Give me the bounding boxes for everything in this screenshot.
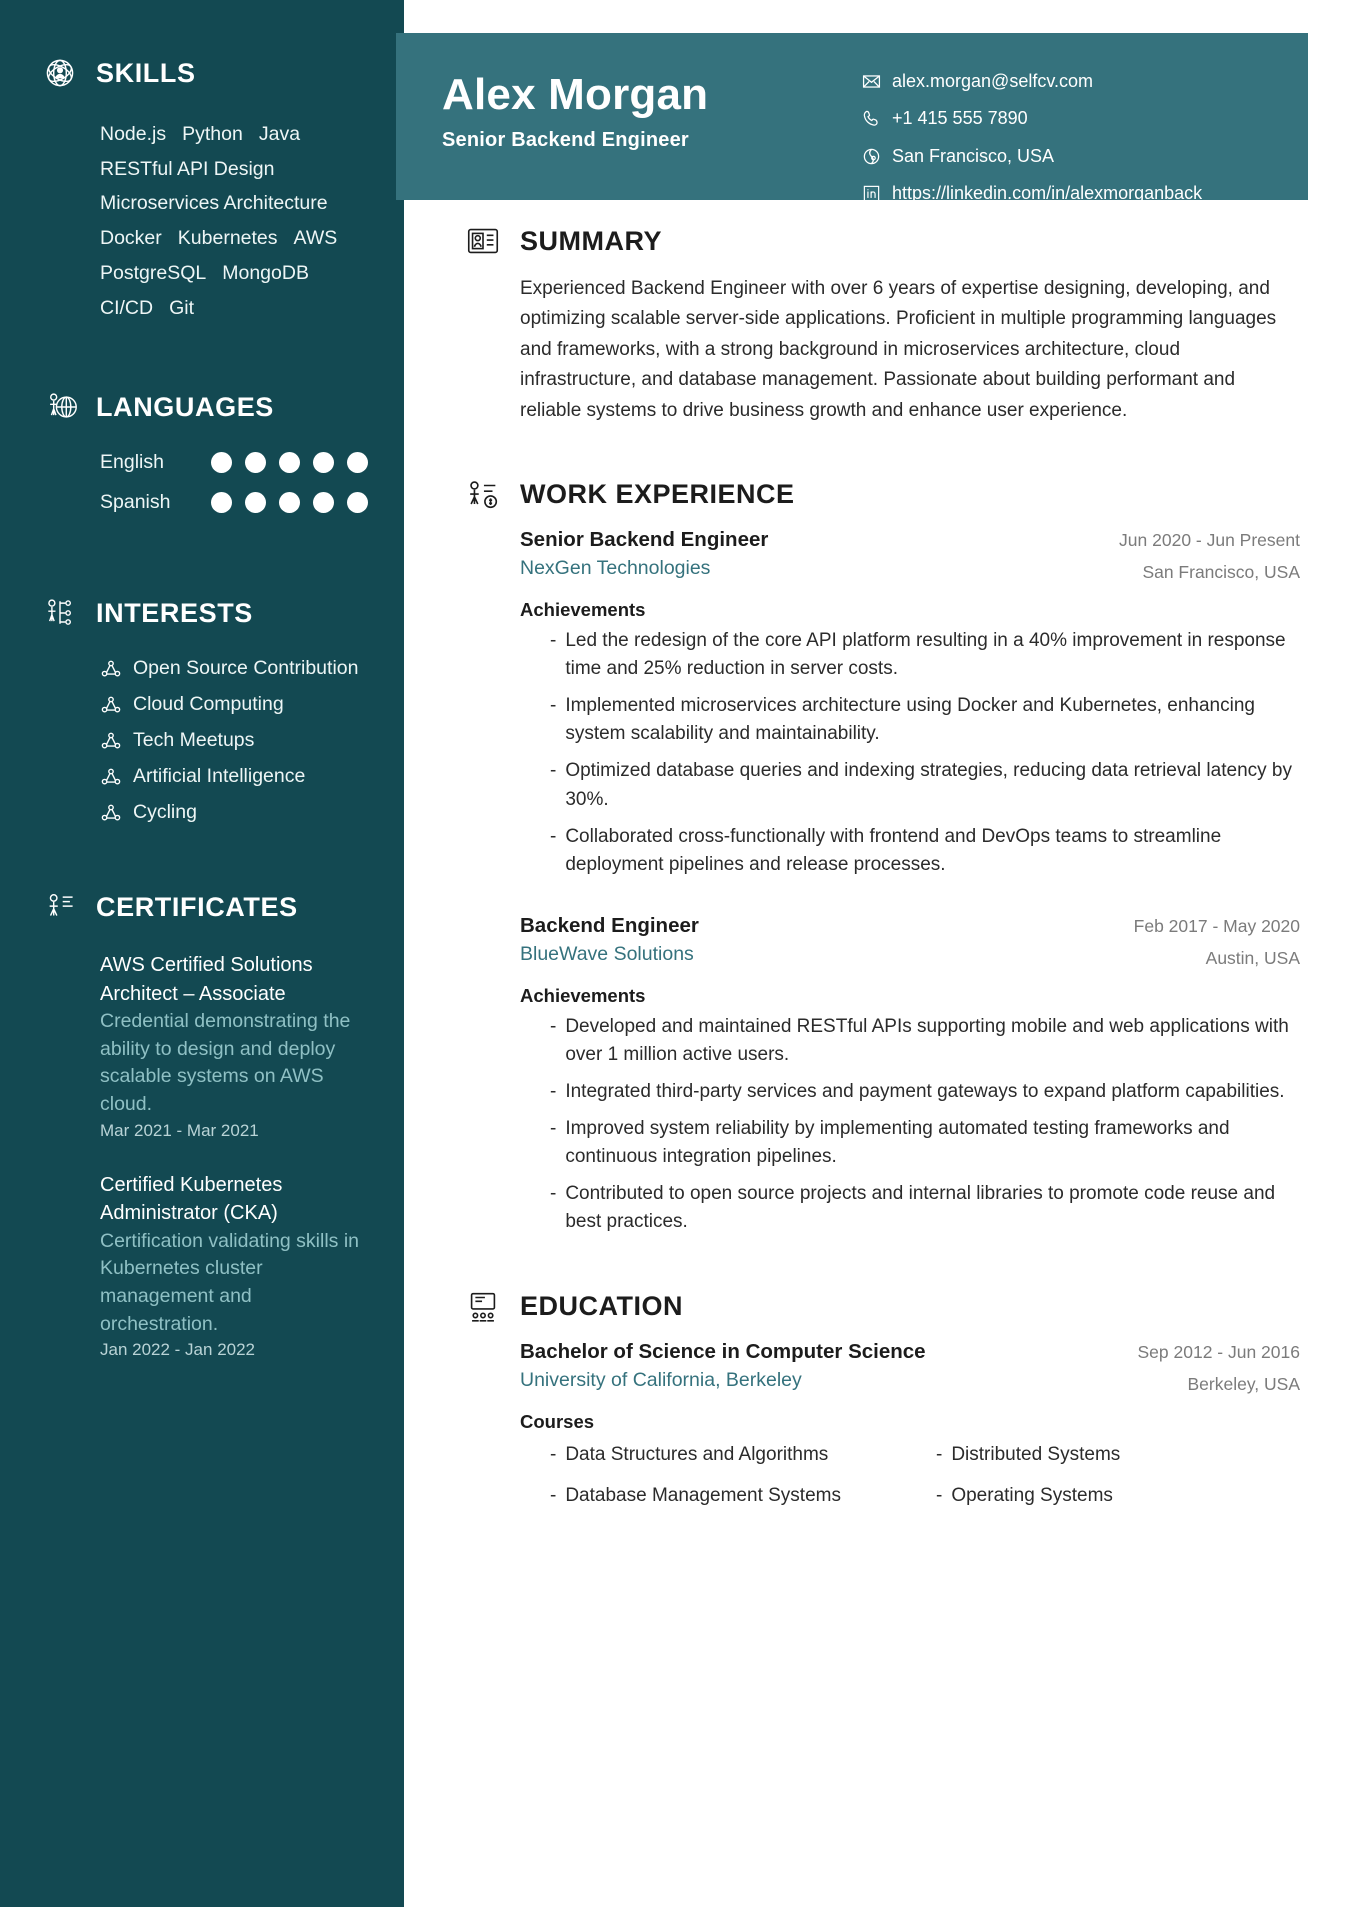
interests-header <box>42 595 368 631</box>
work-experience-icon <box>464 476 502 514</box>
interest-label: Cycling <box>133 801 197 824</box>
level-dot <box>347 452 368 473</box>
level-dot <box>245 492 266 513</box>
skill-row <box>100 291 368 326</box>
certificate-description: Certification validating skills in Kubernetes cluster management and orchestration. <box>100 1229 360 1335</box>
languages-globe-icon <box>42 389 78 425</box>
language-level-dots <box>211 492 368 513</box>
languages-list <box>42 451 368 514</box>
certificates-list <box>42 951 368 1360</box>
envelope-icon <box>862 72 881 91</box>
courses-grid <box>520 1441 1300 1510</box>
bullet-dash: - <box>550 695 557 717</box>
education-entry <box>464 1340 1300 1510</box>
job-entry <box>464 528 1300 879</box>
contact-linkedin-link[interactable]: https://linkedin.com/in/alexmorganbackend <box>892 182 1203 228</box>
contact-list <box>862 59 1276 228</box>
interest-item <box>100 693 368 716</box>
language-name: Spanish <box>100 491 171 514</box>
bullet-dash: - <box>550 760 557 782</box>
skill-row <box>100 186 368 221</box>
certificate-date: Jan 2022 - Jan 2022 <box>100 1340 256 1360</box>
course-text: Data Structures and Algorithms <box>565 1443 829 1465</box>
skill-chip: Kubernetes <box>177 227 278 250</box>
interest-item <box>100 729 368 752</box>
summary-text: Experienced Backend Engineer with over 6 years of expertise designing, developing, and optimizing scalable server-side applications. Proficient in multiple programming languages and frameworks, with a strong background in microservices architecture, cloud infrastructure, and database management. Passionate about building performant and reliable systems to drive business growth and enhance user experience. <box>520 278 1277 421</box>
job-organization: NexGen Technologies <box>520 556 711 579</box>
skill-chip: Node.js <box>100 123 167 145</box>
course-item <box>550 1441 914 1469</box>
share-nodes-icon <box>100 730 122 752</box>
level-dot <box>211 492 232 513</box>
section-work-experience <box>464 476 1300 1237</box>
achievement-item <box>550 823 1300 879</box>
bullet-dash: - <box>550 629 557 651</box>
education-location: Berkeley, USA <box>1187 1373 1300 1394</box>
contact-location <box>862 144 1276 168</box>
certificate-item <box>100 1171 368 1361</box>
education-date: Sep 2012 - Jun 2016 <box>1137 1341 1300 1362</box>
globe-pin-icon <box>862 147 881 166</box>
certificates-title: CERTIFICATES <box>96 891 298 922</box>
candidate-role: Senior Backend Engineer <box>442 129 689 152</box>
achievement-text: Contributed to open source projects and internal libraries to promote code reuse and best practices. <box>565 1183 1276 1233</box>
language-name: English <box>100 451 164 474</box>
skill-chip: PostgreSQL <box>100 261 207 284</box>
achievements-label: Achievements <box>520 984 646 1006</box>
skill-row <box>100 221 368 256</box>
course-item <box>936 1441 1300 1469</box>
skill-chip: MongoDB <box>222 261 309 284</box>
certificates-header <box>42 889 368 925</box>
summary-title: SUMMARY <box>520 225 662 256</box>
skill-chip: CI/CD <box>100 296 154 319</box>
header-card <box>396 33 1308 228</box>
course-text: Database Management Systems <box>565 1485 841 1507</box>
skill-chip: Git <box>169 296 195 319</box>
bullet-dash: - <box>550 1118 557 1140</box>
job-organization: BlueWave Solutions <box>520 942 694 965</box>
skill-chip: Microservices Architecture <box>100 192 328 215</box>
education-header <box>464 1288 1300 1326</box>
level-dot <box>279 452 300 473</box>
section-education <box>464 1288 1300 1510</box>
level-dot <box>245 452 266 473</box>
level-dot <box>211 452 232 473</box>
interest-item <box>100 801 368 824</box>
summary-id-icon <box>464 222 502 260</box>
achievement-text: Developed and maintained RESTful APIs supporting mobile and web applications with over 1 million active users. <box>565 1015 1289 1065</box>
job-location: San Francisco, USA <box>1142 561 1300 582</box>
achievements-label: Achievements <box>520 598 646 620</box>
summary-header <box>464 222 1300 260</box>
interests-icon <box>42 595 78 631</box>
job-location: Austin, USA <box>1205 947 1300 968</box>
contact-phone-text: +1 415 555 7890 <box>892 108 1028 129</box>
degree-title: Bachelor of Science in Computer Science <box>520 1339 926 1363</box>
achievement-item <box>550 1013 1300 1069</box>
skill-chip: Docker <box>100 227 162 250</box>
bullet-dash: - <box>936 1443 943 1465</box>
phone-icon <box>862 109 881 128</box>
bullet-dash: - <box>550 1485 557 1507</box>
achievement-text: Led the redesign of the core API platform resulting in a 40% improvement in response time and 25% reduction in server costs. <box>565 629 1286 680</box>
achievements-list <box>520 627 1300 879</box>
skills-header <box>42 55 368 91</box>
skill-chip: Python <box>182 123 243 145</box>
bullet-dash: - <box>550 825 557 847</box>
level-dot <box>347 492 368 513</box>
interest-label: Artificial Intelligence <box>133 765 306 788</box>
certificate-person-icon <box>42 889 78 925</box>
interest-item <box>100 765 368 788</box>
share-nodes-icon <box>100 766 122 788</box>
skills-list <box>42 117 368 325</box>
job-title: Backend Engineer <box>520 913 699 937</box>
level-dot <box>313 492 334 513</box>
skills-atom-icon <box>42 55 78 91</box>
achievement-text: Collaborated cross-functionally with frontend and DevOps teams to streamline deployment pipelines and release processes. <box>565 825 1222 875</box>
course-item <box>936 1482 1300 1510</box>
course-item <box>550 1482 914 1510</box>
certificate-title: Certified Kubernetes Administrator (CKA) <box>100 1173 283 1225</box>
skill-row <box>100 117 368 152</box>
language-level-dots <box>211 452 368 473</box>
achievement-item <box>550 692 1300 748</box>
section-summary <box>464 222 1300 426</box>
achievement-item <box>550 1115 1300 1171</box>
skills-title: SKILLS <box>96 57 196 88</box>
share-nodes-icon <box>100 694 122 716</box>
course-text: Operating Systems <box>951 1485 1113 1507</box>
level-dot <box>313 452 334 473</box>
interest-label: Open Source Contribution <box>133 657 359 680</box>
interests-title: INTERESTS <box>96 597 253 628</box>
job-date: Feb 2017 - May 2020 <box>1133 915 1300 936</box>
course-text: Distributed Systems <box>951 1443 1121 1465</box>
skill-row <box>100 256 368 291</box>
job-date: Jun 2020 - Jun Present <box>1119 529 1300 550</box>
bullet-dash: - <box>550 1081 557 1103</box>
skill-row <box>100 152 368 187</box>
achievement-text: Optimized database queries and indexing strategies, reducing data retrieval latency by 30%. <box>565 760 1292 810</box>
bullet-dash: - <box>550 1015 557 1037</box>
job-entry <box>464 914 1300 1237</box>
languages-header <box>42 389 368 425</box>
certificate-title: AWS Certified Solutions Architect – Associate <box>100 954 313 1005</box>
bullet-dash: - <box>936 1485 943 1507</box>
achievement-text: Improved system reliability by implementing automated testing frameworks and continuous integration pipelines. <box>565 1118 1230 1168</box>
achievement-item <box>550 757 1300 813</box>
header-identity <box>442 59 862 200</box>
level-dot <box>279 492 300 513</box>
achievement-item <box>550 1180 1300 1236</box>
contact-email <box>862 69 1276 93</box>
sidebar-section-skills <box>0 55 404 325</box>
contact-location-text: San Francisco, USA <box>892 145 1055 166</box>
language-row <box>100 491 368 514</box>
courses-label: Courses <box>520 1410 595 1432</box>
bullet-dash: - <box>550 1443 557 1465</box>
achievement-item <box>550 1078 1300 1106</box>
interest-item <box>100 657 368 680</box>
sidebar-section-interests <box>0 595 404 824</box>
interest-label: Cloud Computing <box>133 693 284 716</box>
main-content <box>404 200 1350 1518</box>
certificate-description: Credential demonstrating the ability to design and deploy scalable systems on AWS cloud. <box>100 1010 351 1116</box>
education-icon <box>464 1288 502 1326</box>
certificate-item <box>100 951 368 1141</box>
job-title: Senior Backend Engineer <box>520 527 769 551</box>
certificate-date: Mar 2021 - Mar 2021 <box>100 1120 259 1140</box>
skill-chip: Java <box>258 123 301 145</box>
share-nodes-icon <box>100 802 122 824</box>
sidebar-section-languages <box>0 389 404 514</box>
languages-title: LANGUAGES <box>96 391 274 422</box>
achievement-text: Implemented microservices architecture using Docker and Kubernetes, enhancing system scalability and maintainability. <box>565 695 1255 745</box>
skill-chip: AWS <box>293 227 338 250</box>
contact-email-text: alex.morgan@selfcv.com <box>892 71 1094 91</box>
school-name: University of California, Berkeley <box>520 1368 802 1391</box>
sidebar <box>0 0 404 1907</box>
candidate-name: Alex Morgan <box>442 70 709 119</box>
skill-chip: RESTful API Design <box>100 157 275 180</box>
share-nodes-icon <box>100 658 122 680</box>
work-experience-title: WORK EXPERIENCE <box>520 479 795 510</box>
achievements-list <box>520 1013 1300 1237</box>
interest-label: Tech Meetups <box>133 729 255 752</box>
interests-list <box>42 657 368 824</box>
achievement-text: Integrated third-party services and payment gateways to expand platform capabilities. <box>565 1081 1285 1103</box>
language-row <box>100 451 368 474</box>
achievement-item <box>550 627 1300 683</box>
education-title: EDUCATION <box>520 1291 683 1322</box>
sidebar-section-certificates <box>0 889 404 1360</box>
work-experience-header <box>464 476 1300 514</box>
bullet-dash: - <box>550 1183 557 1205</box>
contact-phone <box>862 106 1276 130</box>
